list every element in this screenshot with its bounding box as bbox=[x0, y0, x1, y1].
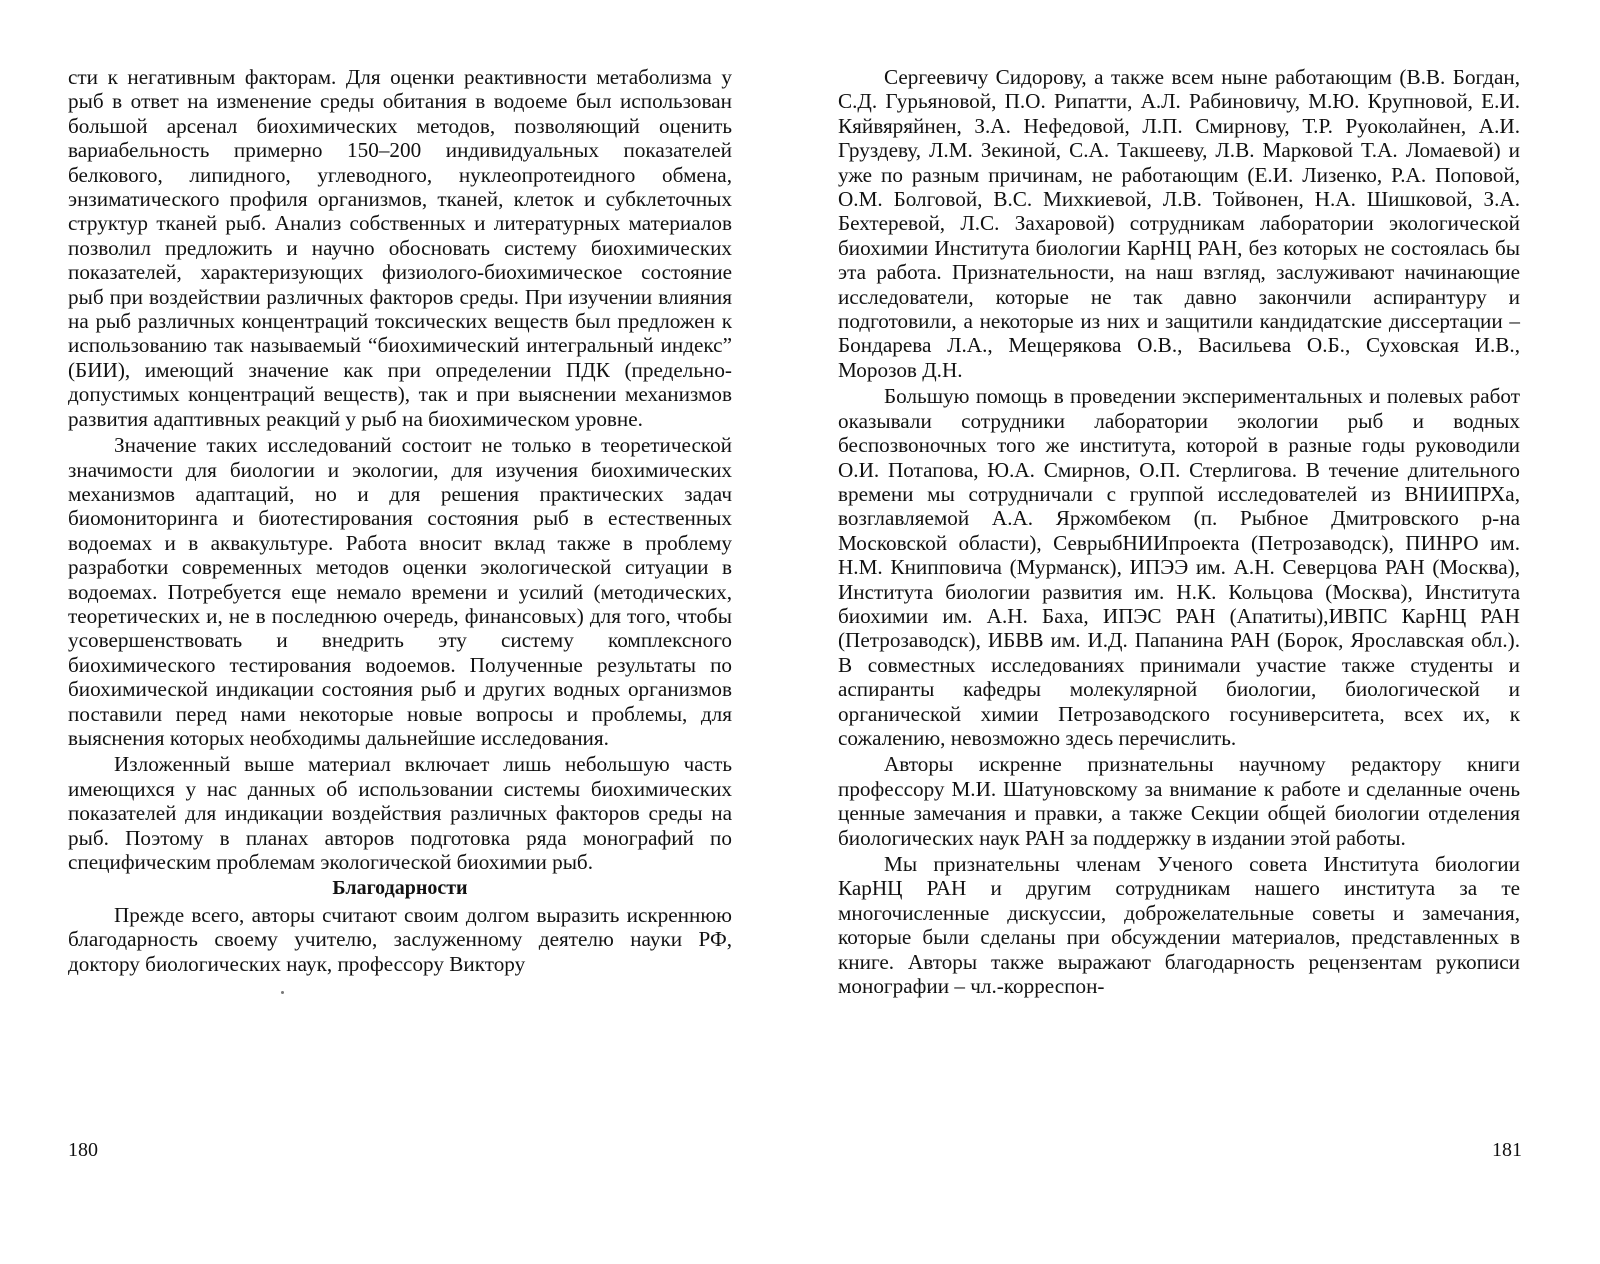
paragraph: сти к негативным факторам. Для оценки реактивности метаболизма у рыб в ответ на изменение среды обитания в водоеме был использован большой арсенал биохимических методов, позволяющий оценить вариабельность примерно 150–200 индивидуальных показателей белкового, липидного, углеводного, нуклеопротеидного обмена, энзиматического профиля организмов, тканей, клеток и субклеточных структур тканей рыб. Анализ собственных и литературных материалов позволил предложить и научно обосновать систему биохимических показателей, характеризующих физиолого-биохимическое состояние рыб при воздействии различных факторов среды. При изучении влияния на рыб различных концентраций токсических веществ был предложен к использованию так называемый “биохимический интегральный индекс” (БИИ), имеющий значение как при определении ПДК (предельно-допустимых концентраций веществ), так и при выяснении механизмов развития адаптивных реакций у рыб на биохимическом уровне. bbox=[68, 65, 732, 431]
paragraph: Мы признательны членам Ученого совета Института биологии КарНЦ РАН и другим сотрудникам нашего института за те многочисленные дискуссии, доброжелательные советы и замечания, которые были сделаны при обсуждении материалов, представленных в книге. Авторы также выражают благодарность рецензентам рукописи монографии – чл.-корреспон- bbox=[838, 852, 1520, 999]
right-page bbox=[800, 0, 1600, 1264]
left-page-text bbox=[68, 65, 732, 976]
section-heading: Благодарности bbox=[332, 877, 468, 900]
paragraph: Большую помощь в проведении экспериментальных и полевых работ оказывали сотрудники лаборатории экологии рыб и водных беспозвоночных того же института, которой в разные годы руководили О.И. Потапова, Ю.А. Смирнов, О.П. Стерлигова. В течение длительного времени мы сотрудничали с группой исследователей из ВНИИПРХа, возглавляемой А.А. Яржомбеком (п. Рыбное Дмитровского р-на Московской области), СеврыбНИИпроекта (Петрозаводск), ПИНРО им. Н.М. Книпповича (Мурманск), ИПЭЭ им. А.Н. Северцова РАН (Москва), Института биологии развития им. Н.К. Кольцова (Москва), Института биохимии им. А.Н. Баха, ИПЭС РАН (Апатиты),ИВПС КарНЦ РАН (Петрозаводск), ИБВВ им. И.Д. Папанина РАН (Борок, Ярославская обл.). В совместных исследованиях принимали участие также студенты и аспиранты кафедры молекулярной биологии, биологической и органической химии Петрозаводского госуниверситета, всех их, к сожалению, невозможно здесь перечислить. bbox=[838, 384, 1520, 750]
paragraph: Прежде всего, авторы считают своим долгом выразить искреннюю благодарность своему учителю, заслуженному деятелю науки РФ, доктору биологических наук, профессору Виктору bbox=[68, 902, 732, 976]
scan-speck bbox=[281, 991, 284, 994]
page-number: 181 bbox=[1492, 1139, 1522, 1161]
paragraph: Сергеевичу Сидорову, а также всем ныне работающим (В.В. Богдан, С.Д. Гурьяновой, П.О. Рипатти, А.Л. Рабиновичу, М.Ю. Крупновой, Е.И. Кяйвяряйнен, З.А. Нефедовой, Л.П. Смирнову, Т.Р. Руоколайнен, А.И. Груздеву, Л.М. Зекиной, С.А. Такшееву, Л.В. Марковой Т.А. Ломаевой) и уже по разным причинам, не работающим (Е.И. Лизенко, Р.А. Поповой, О.М. Болговой, В.С. Михкиевой, Л.В. Тойвонен, Н.А. Шишковой, З.А. Бехтеревой, Л.С. Захаровой) сотрудникам лаборатории экологической биохимии Института биологии КарНЦ РАН, без которых не состоялась бы эта работа. Признательности, на наш взгляд, заслуживают начинающие исследователи, которые не так давно закончили аспирантуру и подготовили, а некоторые из них и защитили кандидатские диссертации – Бондарева Л.А., Мещерякова О.В., Васильева О.Б., Суховская И.В., Морозов Д.Н. bbox=[838, 65, 1520, 382]
paragraph: Значение таких исследований состоит не только в теоретической значимости для биологии и экологии, для изучения биохимических механизмов адаптаций, но и для решения практических задач биомониторинга и биотестирования состояния рыб в естественных водоемах и в аквакультуре. Работа вносит вклад также в проблему разработки современных методов оценки экологической ситуации в водоемах. Потребуется еще немало времени и усилий (методических, теоретических и, не в последнюю очередь, финансовых) для того, чтобы усовершенствовать и внедрить эту систему комплексного биохимического тестирования водоемов. Полученные результаты по биохимической индикации состояния рыб и других водных организмов поставили перед нами некоторые новые вопросы и проблемы, для выяснения которых необходимы дальнейшие исследования. bbox=[68, 433, 732, 750]
paragraph: Изложенный выше материал включает лишь небольшую часть имеющихся у нас данных об использовании системы биохимических показателей для индикации воздействия различных факторов среды на рыб. Поэтому в планах авторов подготовка ряда монографий по специфическим проблемам экологической биохимии рыб. bbox=[68, 752, 732, 874]
page-number: 180 bbox=[68, 1139, 98, 1161]
paragraph: Авторы искренне признательны научному редактору книги профессору М.И. Шатуновскому за внимание к работе и сделанные очень ценные замечания и правки, а также Секции общей биологии отделения биологических наук РАН за поддержку в издании этой работы. bbox=[838, 752, 1520, 850]
right-page-text bbox=[838, 65, 1520, 998]
